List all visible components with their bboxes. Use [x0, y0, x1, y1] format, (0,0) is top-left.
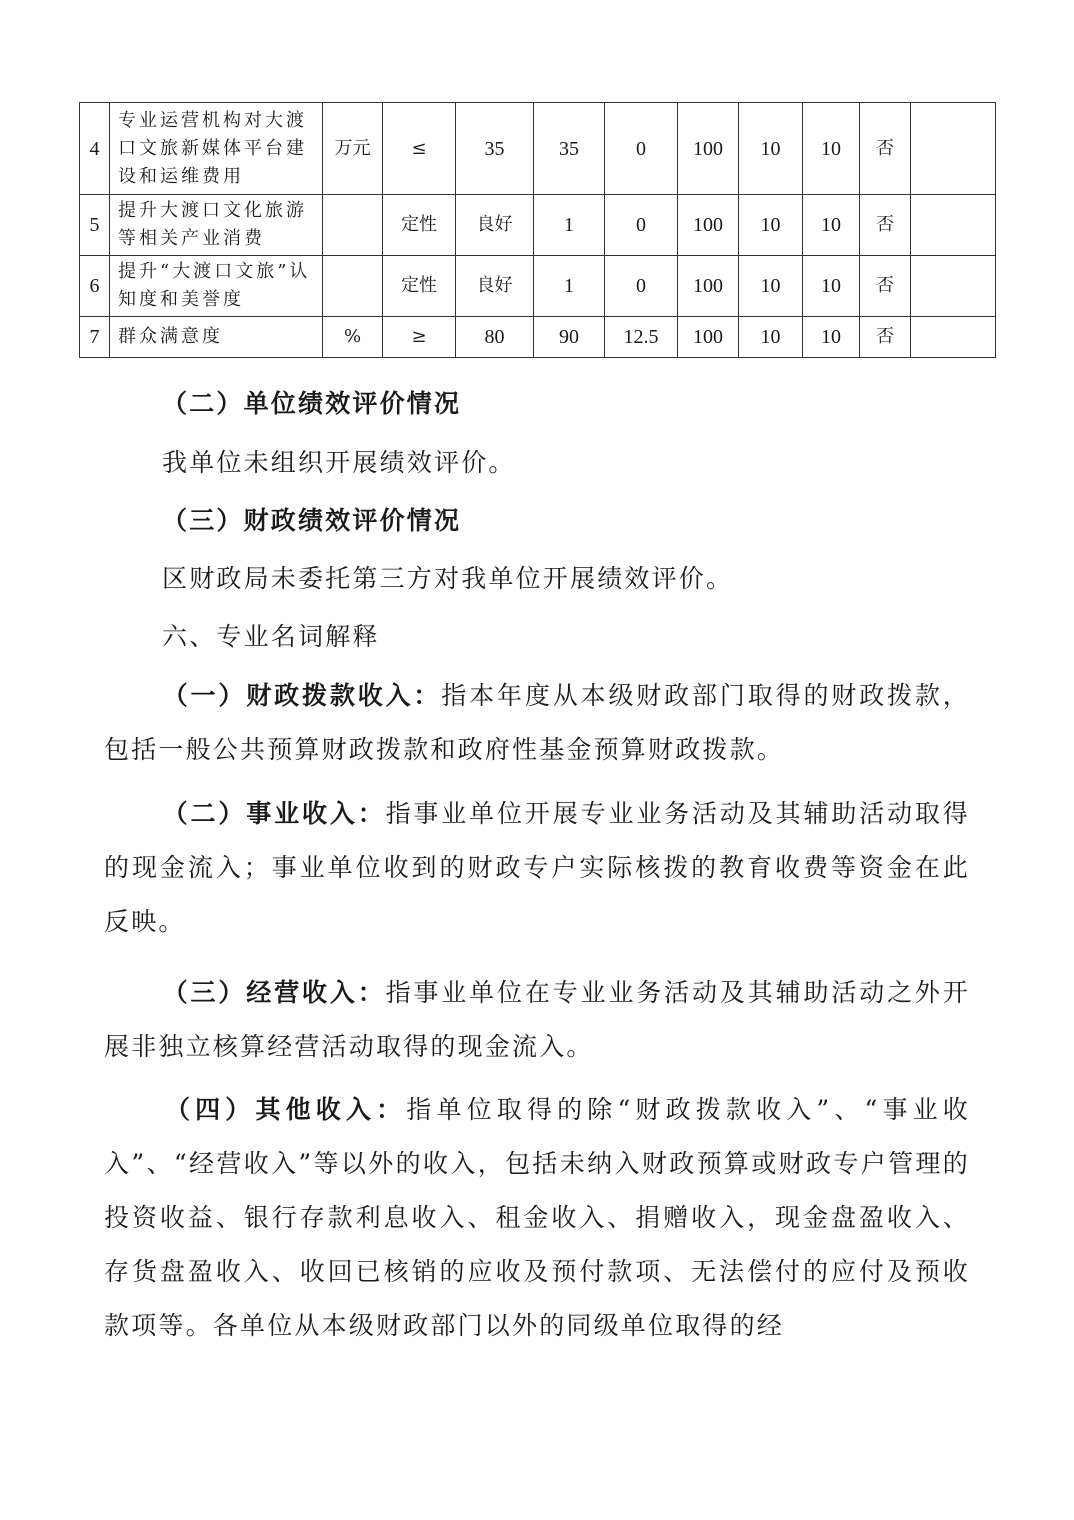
term-fiscal-appropriation — [104, 669, 970, 777]
cell-score: 10 — [803, 317, 860, 358]
cell-target: 80 — [456, 317, 534, 358]
cell-weight: 10 — [739, 317, 803, 358]
cell-corrected: 否 — [860, 256, 911, 317]
cell-weight: 10 — [739, 195, 803, 256]
cell-target: 良好 — [456, 256, 534, 317]
glossary-heading: 六、专业名词解释 — [162, 622, 380, 651]
cell-no: 4 — [80, 103, 110, 195]
cell-unit: 万元 — [323, 103, 383, 195]
performance-indicator-table — [79, 102, 996, 358]
fiscal-eval-heading: （三）财政绩效评价情况 — [162, 506, 462, 535]
table-row — [80, 103, 996, 195]
cell-target: 35 — [456, 103, 534, 195]
term-text: 指事业单位开展专业业务活动及其辅助活动取得的现金流入；事业单位收到的财政专户实际核拨的教育收费等资金在此反映。 — [104, 799, 970, 936]
cell-weight: 10 — [739, 256, 803, 317]
cell-completion: 100 — [678, 256, 739, 317]
cell-actual: 1 — [534, 195, 605, 256]
cell-score: 10 — [803, 103, 860, 195]
cell-target: 良好 — [456, 195, 534, 256]
cell-remark — [911, 103, 996, 195]
cell-corrected: 否 — [860, 103, 911, 195]
cell-deviation: 0 — [605, 103, 678, 195]
cell-no: 6 — [80, 256, 110, 317]
cell-indicator: 提升“大渡口文旅”认知度和美誉度 — [110, 256, 323, 317]
cell-completion: 100 — [678, 195, 739, 256]
table-row — [80, 195, 996, 256]
cell-unit — [323, 256, 383, 317]
cell-indicator: 专业运营机构对大渡口文旅新媒体平台建设和运维费用 — [110, 103, 323, 195]
term-text: 指单位取得的除“财政拨款收入”、“事业收入”、“经营收入”等以外的收入，包括未纳入财政预算或财政专户管理的投资收益、银行存款利息收入、租金收入、捐赠收入，现金盘盈收入、存货盘盈收入、收回已核销的应收及预付款项、无法偿付的应付及预收款项等。各单位从本级财政部门以外的同级单位取得的经 — [104, 1095, 970, 1340]
cell-score: 10 — [803, 195, 860, 256]
cell-actual: 1 — [534, 256, 605, 317]
term-operating-income — [104, 966, 970, 1074]
cell-deviation: 0 — [605, 195, 678, 256]
cell-actual: 90 — [534, 317, 605, 358]
cell-completion: 100 — [678, 103, 739, 195]
term-text: 指本年度从本级财政部门取得的财政拨款，包括一般公共预算财政拨款和政府性基金预算财政拨款。 — [104, 681, 970, 764]
term-label: （四）其他收入： — [162, 1095, 407, 1124]
cell-actual: 35 — [534, 103, 605, 195]
term-other-income — [104, 1083, 970, 1353]
cell-corrected: 否 — [860, 195, 911, 256]
term-business-income — [104, 787, 970, 949]
table-row — [80, 317, 996, 358]
cell-corrected: 否 — [860, 317, 911, 358]
term-label: （三）经营收入： — [162, 978, 386, 1007]
unit-eval-text: 我单位未组织开展绩效评价。 — [162, 448, 516, 477]
cell-nature: ≤ — [383, 103, 456, 195]
term-label: （一）财政拨款收入： — [162, 681, 442, 710]
cell-remark — [911, 256, 996, 317]
cell-deviation: 12.5 — [605, 317, 678, 358]
cell-remark — [911, 195, 996, 256]
cell-nature: 定性 — [383, 195, 456, 256]
cell-unit: % — [323, 317, 383, 358]
cell-score: 10 — [803, 256, 860, 317]
cell-no: 7 — [80, 317, 110, 358]
cell-nature: 定性 — [383, 256, 456, 317]
cell-no: 5 — [80, 195, 110, 256]
cell-unit — [323, 195, 383, 256]
table-row — [80, 256, 996, 317]
term-text: 指事业单位在专业业务活动及其辅助活动之外开展非独立核算经营活动取得的现金流入。 — [104, 978, 970, 1061]
unit-eval-heading: （二）单位绩效评价情况 — [162, 389, 462, 418]
cell-weight: 10 — [739, 103, 803, 195]
term-label: （二）事业收入： — [162, 799, 386, 828]
cell-nature: ≥ — [383, 317, 456, 358]
cell-indicator: 提升大渡口文化旅游等相关产业消费 — [110, 195, 323, 256]
cell-completion: 100 — [678, 317, 739, 358]
cell-remark — [911, 317, 996, 358]
cell-indicator: 群众满意度 — [110, 317, 323, 358]
cell-deviation: 0 — [605, 256, 678, 317]
fiscal-eval-text: 区财政局未委托第三方对我单位开展绩效评价。 — [162, 564, 734, 593]
